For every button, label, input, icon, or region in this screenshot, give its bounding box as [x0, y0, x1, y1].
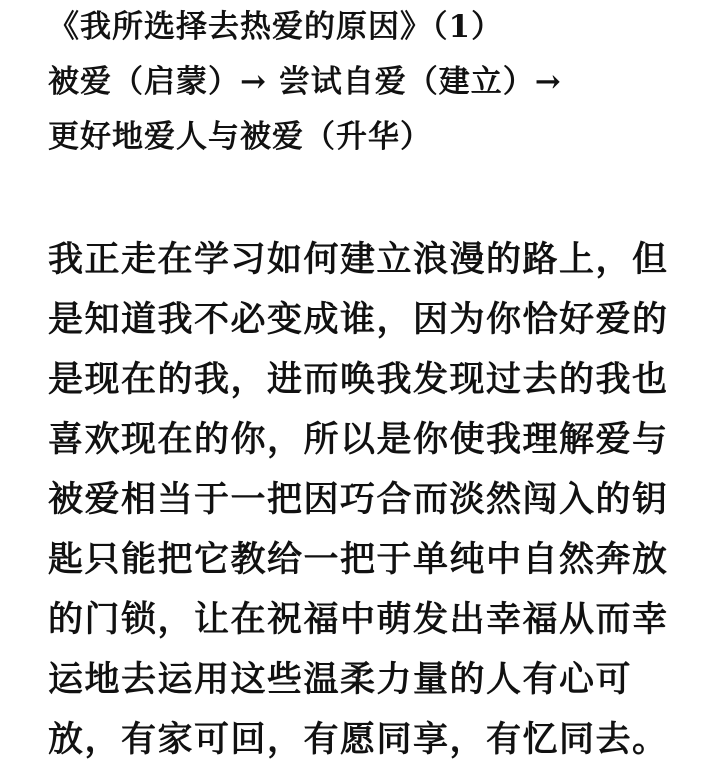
body-line: 匙只能把它教给一把于单纯中自然奔放	[48, 539, 669, 580]
body-line: 是现在的我，进而唤我发现过去的我也	[48, 359, 669, 400]
title-line: 《我所选择去热爱的原因》（1）	[48, 9, 504, 45]
body-line: 喜欢现在的你，所以是你使我理解爱与	[48, 419, 669, 460]
body-line: 的门锁，让在祝福中萌发出幸福从而幸	[48, 599, 669, 640]
body-text	[48, 230, 688, 770]
subtitle-line-1: 被爱（启蒙）→ 尝试自爱（建立）→	[48, 64, 562, 100]
body-line: 被爱相当于一把因巧合而淡然闯入的钥	[48, 479, 669, 520]
title-block	[48, 0, 688, 165]
body-line: 放，有家可回，有愿同享，有忆同去。	[48, 719, 669, 760]
body-line: 是知道我不必变成谁，因为你恰好爱的	[48, 299, 669, 340]
subtitle-line-2: 更好地爱人与被爱（升华）	[48, 119, 432, 155]
body-line: 我正走在学习如何建立浪漫的路上，但	[48, 239, 669, 280]
body-line: 运地去运用这些温柔力量的人有心可	[48, 659, 633, 700]
